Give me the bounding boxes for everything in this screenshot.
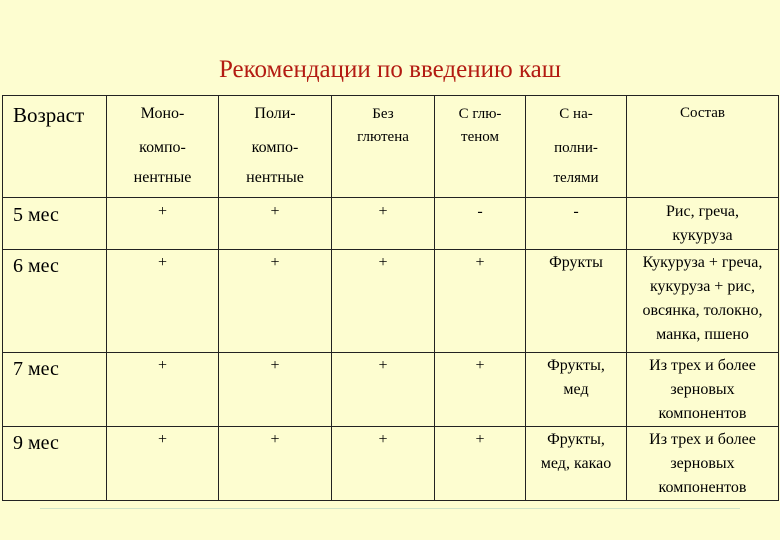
header-row — [3, 96, 779, 198]
header-mono — [107, 96, 219, 198]
header-mono-line: нентные — [133, 169, 192, 186]
divider — [40, 508, 740, 509]
cell-gluten-free: + — [332, 250, 435, 353]
cell-composition-line: зерновых — [670, 381, 735, 398]
cell-composition-line: овсянка, толокно, — [642, 302, 763, 319]
cell-composition-line: кукуруза — [672, 227, 733, 244]
header-poly-line: нентные — [246, 169, 304, 186]
header-poly-line: Поли- — [254, 105, 296, 122]
header-poly-line: компо- — [251, 139, 299, 156]
cell-with-gluten: + — [435, 353, 526, 427]
cell-mono: + — [107, 427, 219, 501]
header-with-fillers — [526, 96, 627, 198]
cell-with-fillers-line: Фрукты, — [547, 431, 605, 448]
cell-composition-line: Кукуруза + греча, — [642, 254, 763, 271]
cell-composition-line: зерновых — [670, 455, 735, 472]
cell-with-fillers — [526, 250, 627, 353]
row-age: 9 мес — [3, 427, 107, 501]
header-with-gluten-line: теном — [461, 129, 499, 145]
cell-with-fillers — [526, 427, 627, 501]
header-composition: Состав — [627, 96, 779, 198]
row-age: 6 мес — [3, 250, 107, 353]
cell-with-fillers-line: - — [573, 203, 579, 220]
cell-mono: + — [107, 250, 219, 353]
cell-with-gluten: + — [435, 427, 526, 501]
porridge-table — [2, 95, 779, 501]
cell-poly: + — [219, 250, 332, 353]
header-age: Возраст — [3, 96, 107, 198]
cell-mono: + — [107, 198, 219, 250]
cell-gluten-free: + — [332, 198, 435, 250]
cell-with-gluten: - — [435, 198, 526, 250]
cell-with-fillers — [526, 198, 627, 250]
cell-composition-line: Из трех и более — [649, 357, 756, 374]
cell-with-fillers-line: Фрукты, — [547, 357, 605, 374]
cell-composition-line: компонентов — [658, 479, 747, 496]
header-poly — [219, 96, 332, 198]
cell-poly: + — [219, 427, 332, 501]
cell-with-fillers-line: Фрукты — [549, 254, 603, 271]
table-row — [3, 427, 779, 501]
page-title: Рекомендации по введению каш — [218, 56, 562, 83]
cell-composition-line: манка, пшено — [656, 326, 749, 343]
cell-mono: + — [107, 353, 219, 427]
header-mono-line: Моно- — [140, 105, 185, 122]
table-row — [3, 250, 779, 353]
header-mono-line: компо- — [139, 139, 186, 156]
cell-composition-line: Из трех и более — [649, 431, 756, 448]
header-with-fillers-line: телями — [553, 170, 599, 186]
cell-gluten-free: + — [332, 353, 435, 427]
header-with-fillers-line: С на- — [559, 106, 593, 122]
row-age: 7 мес — [3, 353, 107, 427]
cell-poly: + — [219, 198, 332, 250]
cell-with-fillers — [526, 353, 627, 427]
row-age: 5 мес — [3, 198, 107, 250]
cell-composition — [627, 250, 779, 353]
cell-with-fillers-line: мед, какао — [540, 455, 612, 472]
cell-composition-line: Рис, греча, — [666, 203, 739, 220]
cell-composition — [627, 198, 779, 250]
header-gluten-free — [332, 96, 435, 198]
cell-composition-line: компонентов — [658, 405, 747, 422]
cell-with-gluten: + — [435, 250, 526, 353]
table-row — [3, 353, 779, 427]
cell-poly: + — [219, 353, 332, 427]
table-row — [3, 198, 779, 250]
header-with-gluten-line: С глю- — [458, 106, 502, 122]
cell-composition — [627, 353, 779, 427]
cell-gluten-free: + — [332, 427, 435, 501]
header-gluten-free-line: глютена — [357, 129, 409, 145]
header-with-gluten — [435, 96, 526, 198]
cell-with-fillers-line: мед — [563, 381, 589, 398]
header-gluten-free-line: Без — [372, 106, 394, 122]
cell-composition-line: кукуруза + рис, — [650, 278, 755, 295]
cell-composition — [627, 427, 779, 501]
header-with-fillers-line: полни- — [554, 140, 598, 156]
